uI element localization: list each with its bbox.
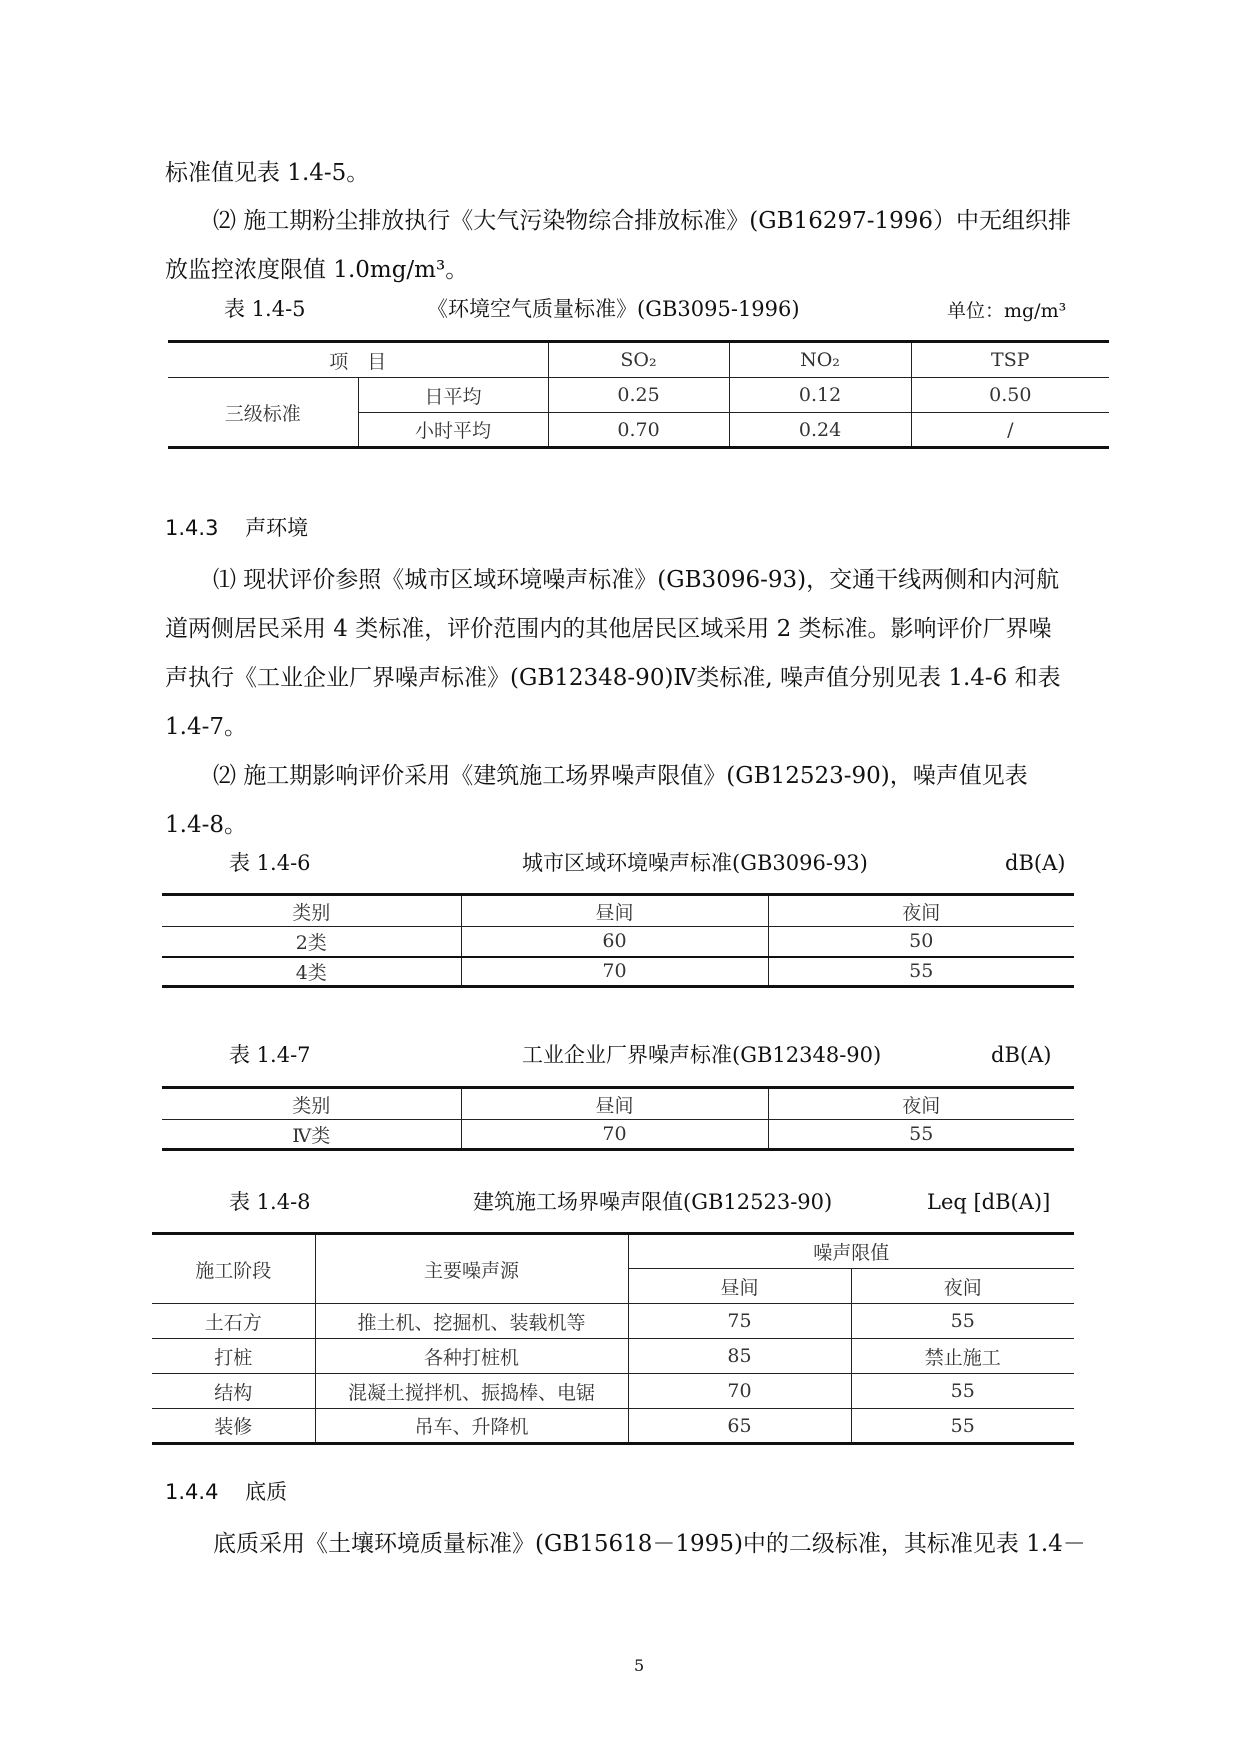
table-cell: 混凝土搅拌机、振捣棒、电锯 xyxy=(315,1374,628,1409)
header-stage: 施工阶段 xyxy=(152,1234,315,1304)
table-cell: 吊车、升降机 xyxy=(315,1409,628,1444)
header-night: 夜间 xyxy=(768,1088,1074,1120)
paragraph-line: 标准值见表 1.4-5。 xyxy=(165,160,370,186)
header-source: 主要噪声源 xyxy=(315,1234,628,1304)
air-quality-table xyxy=(168,340,1109,449)
paragraph-line: ⑴ 现状评价参照《城市区域环境噪声标准》(GB3096-93)，交通干线两侧和内河航 xyxy=(213,567,1060,593)
table-cell: 0.25 xyxy=(548,378,729,413)
paragraph-line: ⑵ 施工期影响评价采用《建筑施工场界噪声限值》(GB12523-90)，噪声值见表 xyxy=(213,763,1028,789)
table-caption-number: 表 1.4-7 xyxy=(229,1043,311,1067)
paragraph-line: 放监控浓度限值 1.0mg/m³。 xyxy=(165,257,469,283)
header-limit: 噪声限值 xyxy=(628,1234,1074,1269)
paragraph-line: 1.4-8。 xyxy=(165,812,247,838)
table-caption-number: 表 1.4-8 xyxy=(229,1190,311,1214)
table-caption-unit: 单位：mg/m³ xyxy=(947,300,1067,322)
table-caption-title: 工业企业厂界噪声标准(GB12348-90) xyxy=(522,1043,882,1067)
table-cell: 55 xyxy=(768,957,1074,987)
header-category: 类别 xyxy=(162,895,461,927)
industrial-noise-table xyxy=(162,1086,1074,1151)
table-cell: 0.12 xyxy=(729,378,911,413)
table-cell: 4类 xyxy=(162,957,461,987)
paragraph-line: 道两侧居民采用 4 类标准，评价范围内的其他居民区域采用 2 类标准。影响评价厂界噪 xyxy=(165,616,1052,642)
table-cell: 55 xyxy=(768,1120,1074,1150)
table-caption-title: 建筑施工场界噪声限值(GB12523-90) xyxy=(473,1190,833,1214)
table-cell: 禁止施工 xyxy=(851,1339,1074,1374)
section-number: 1.4.4 xyxy=(165,1480,219,1504)
table-cell: 70 xyxy=(628,1374,851,1409)
header-tsp: TSP xyxy=(911,342,1109,378)
table-cell: 75 xyxy=(628,1304,851,1339)
table-cell: 55 xyxy=(851,1304,1074,1339)
table-cell: 55 xyxy=(851,1409,1074,1444)
table-cell: 70 xyxy=(461,1120,768,1150)
table-cell: 65 xyxy=(628,1409,851,1444)
table-cell: 土石方 xyxy=(152,1304,315,1339)
table-caption-title: 《环境空气质量标准》(GB3095-1996) xyxy=(427,297,800,321)
table-cell: 85 xyxy=(628,1339,851,1374)
urban-noise-table xyxy=(162,893,1074,988)
table-cell: 0.24 xyxy=(729,413,911,448)
table-cell: 结构 xyxy=(152,1374,315,1409)
header-so2: SO₂ xyxy=(548,342,729,378)
table-cell: / xyxy=(911,413,1109,448)
paragraph-line: 声执行《工业企业厂界噪声标准》(GB12348-90)Ⅳ类标准, 噪声值分别见表 1.4-6 和表 xyxy=(165,665,1061,691)
header-day: 昼间 xyxy=(628,1269,851,1304)
header-day: 昼间 xyxy=(461,895,768,927)
row-group-label: 三级标准 xyxy=(168,378,358,448)
page-number: 5 xyxy=(634,1656,645,1675)
section-number: 1.4.3 xyxy=(165,516,219,540)
paragraph-line: 底质采用《土壤环境质量标准》(GB15618－1995)中的二级标准，其标准见表 1.4－ xyxy=(213,1531,1086,1557)
table-cell: 0.50 xyxy=(911,378,1109,413)
section-heading xyxy=(165,515,308,541)
table-caption-number: 表 1.4-6 xyxy=(229,851,311,875)
section-title: 声环境 xyxy=(245,516,309,540)
table-caption-unit: Leq [dB(A)] xyxy=(927,1190,1051,1214)
header-no2: NO₂ xyxy=(729,342,911,378)
table-cell: Ⅳ类 xyxy=(162,1120,461,1150)
table-cell: 50 xyxy=(768,927,1074,957)
header-night: 夜间 xyxy=(851,1269,1074,1304)
header-item: 项 目 xyxy=(168,342,548,378)
table-caption-number: 表 1.4-5 xyxy=(224,297,306,321)
table-cell: 推土机、挖掘机、装载机等 xyxy=(315,1304,628,1339)
header-day: 昼间 xyxy=(461,1088,768,1120)
table-caption-unit: dB(A) xyxy=(1005,851,1066,875)
table-cell: 60 xyxy=(461,927,768,957)
paragraph-line: ⑵ 施工期粉尘排放执行《大气污染物综合排放标准》(GB16297-1996）中无组织排 xyxy=(213,208,1072,234)
table-cell: 各种打桩机 xyxy=(315,1339,628,1374)
table-cell: 装修 xyxy=(152,1409,315,1444)
construction-noise-table xyxy=(152,1232,1074,1445)
table-cell: 打桩 xyxy=(152,1339,315,1374)
section-title: 底质 xyxy=(245,1480,288,1504)
table-caption-unit: dB(A) xyxy=(991,1043,1052,1067)
table-caption-title: 城市区域环境噪声标准(GB3096-93) xyxy=(522,851,868,875)
table-cell: 70 xyxy=(461,957,768,987)
header-category: 类别 xyxy=(162,1088,461,1120)
section-heading xyxy=(165,1479,287,1505)
table-cell: 2类 xyxy=(162,927,461,957)
table-cell: 日平均 xyxy=(358,378,548,413)
table-cell: 0.70 xyxy=(548,413,729,448)
header-night: 夜间 xyxy=(768,895,1074,927)
table-cell: 小时平均 xyxy=(358,413,548,448)
paragraph-line: 1.4-7。 xyxy=(165,714,247,740)
table-cell: 55 xyxy=(851,1374,1074,1409)
